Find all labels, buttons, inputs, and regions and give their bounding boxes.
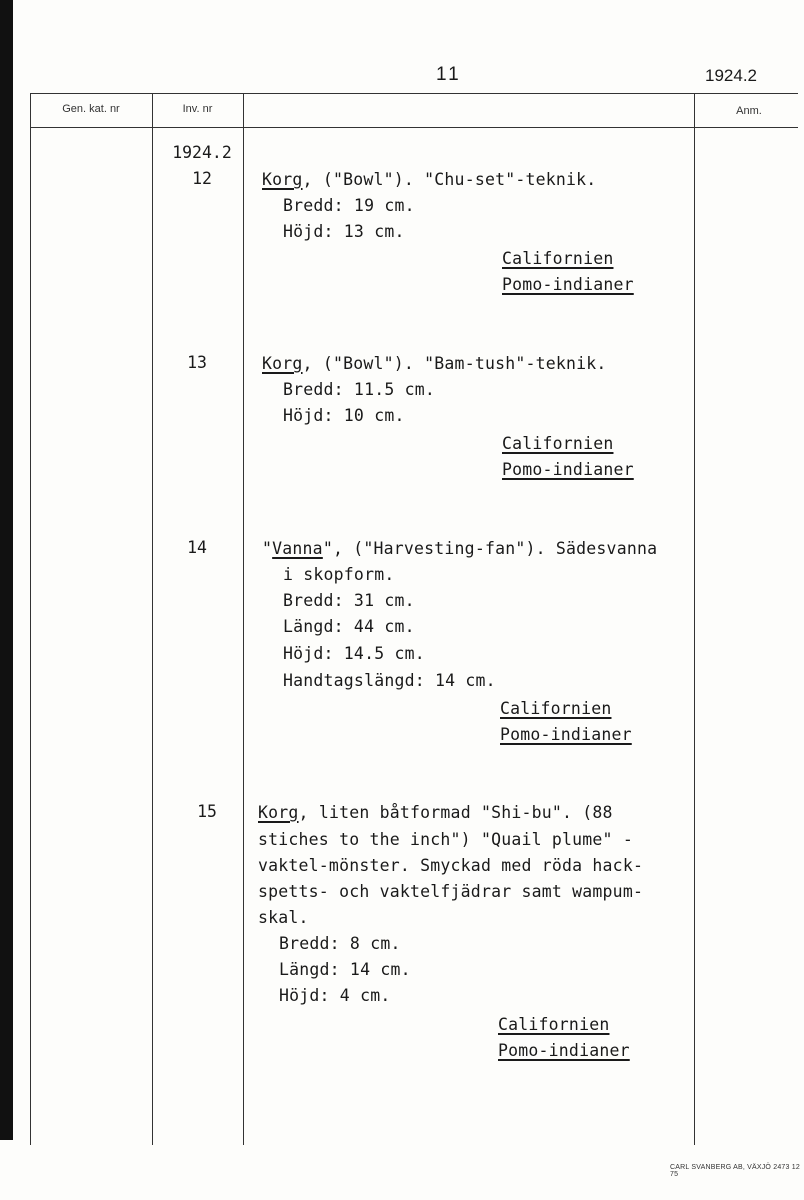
entry-title — [262, 539, 657, 558]
header-inv-nr: Inv. nr — [182, 103, 213, 115]
entry-measure: Höjd: 14.5 cm. — [283, 644, 425, 663]
header-anm: Anm. — [736, 105, 762, 117]
entry-description: spetts- och vaktelfjädrar samt wampum- — [258, 882, 644, 901]
entry-people: Pomo-indianer — [498, 1041, 630, 1060]
entry-people: Pomo-indianer — [500, 725, 632, 744]
entry-place: Californien — [502, 249, 614, 268]
entry-object-name: Korg — [262, 170, 303, 189]
entry-place: Californien — [502, 434, 614, 453]
page-year-code: 1924.2 — [705, 66, 757, 85]
entry-title-rest: , ("Bowl"). "Chu-set"-teknik. — [302, 170, 597, 189]
entry-measure: Handtagslängd: 14 cm. — [283, 671, 496, 690]
entry-title-rest: , liten båtformad "Shi-bu". (88 — [298, 803, 613, 822]
entry-place: Californien — [498, 1015, 610, 1034]
entry-measure: Längd: 14 cm. — [279, 960, 411, 979]
entry-title — [262, 354, 607, 373]
entry-description: stiches to the inch") "Quail plume" - — [258, 830, 633, 849]
entry-title-prefix: " — [262, 539, 273, 558]
header-bottom-rule — [30, 127, 798, 128]
column-rule-inv-text — [243, 93, 244, 1145]
entry-object-name: Korg — [262, 354, 303, 373]
entry-title — [258, 803, 613, 822]
binding-strip — [0, 0, 13, 1140]
entry-measure: Bredd: 31 cm. — [283, 591, 415, 610]
entry-object-name: Vanna — [272, 539, 323, 558]
inv-number: 15 — [197, 802, 217, 821]
entry-measure: Längd: 44 cm. — [283, 617, 415, 636]
entry-measure: Bredd: 8 cm. — [279, 934, 401, 953]
entry-measure: Höjd: 10 cm. — [283, 406, 405, 425]
inv-year: 1924.2 — [172, 143, 232, 162]
entry-place: Californien — [500, 699, 612, 718]
entry-object-name: Korg — [258, 803, 299, 822]
header-gen-kat-nr: Gen. kat. nr — [62, 103, 120, 115]
inv-number: 14 — [187, 538, 207, 557]
inv-number: 13 — [187, 353, 207, 372]
entry-measure: Höjd: 13 cm. — [283, 222, 405, 241]
entry-description: skal. — [258, 908, 309, 927]
column-rule-text-anm — [694, 93, 695, 1145]
column-rule-left — [30, 93, 31, 1145]
entry-people: Pomo-indianer — [502, 460, 634, 479]
printer-footer: CARL SVANBERG AB, VÄXJÖ 2473 12 75 — [670, 1164, 800, 1178]
entry-description: vaktel-mönster. Smyckad med röda hack- — [258, 856, 644, 875]
entry-title — [262, 170, 596, 189]
entry-title-rest: ", ("Harvesting-fan"). Sädesvanna — [322, 539, 658, 558]
entry-description: i skopform. — [283, 565, 395, 584]
header-top-rule — [30, 93, 798, 94]
entry-measure: Bredd: 19 cm. — [283, 196, 415, 215]
entry-title-rest: , ("Bowl"). "Bam-tush"-teknik. — [302, 354, 607, 373]
entry-measure: Höjd: 4 cm. — [279, 986, 391, 1005]
column-rule-gen-inv — [152, 93, 153, 1145]
entry-people: Pomo-indianer — [502, 275, 634, 294]
page-number: 11 — [436, 64, 462, 85]
inv-number: 12 — [192, 169, 212, 188]
entry-measure: Bredd: 11.5 cm. — [283, 380, 436, 399]
